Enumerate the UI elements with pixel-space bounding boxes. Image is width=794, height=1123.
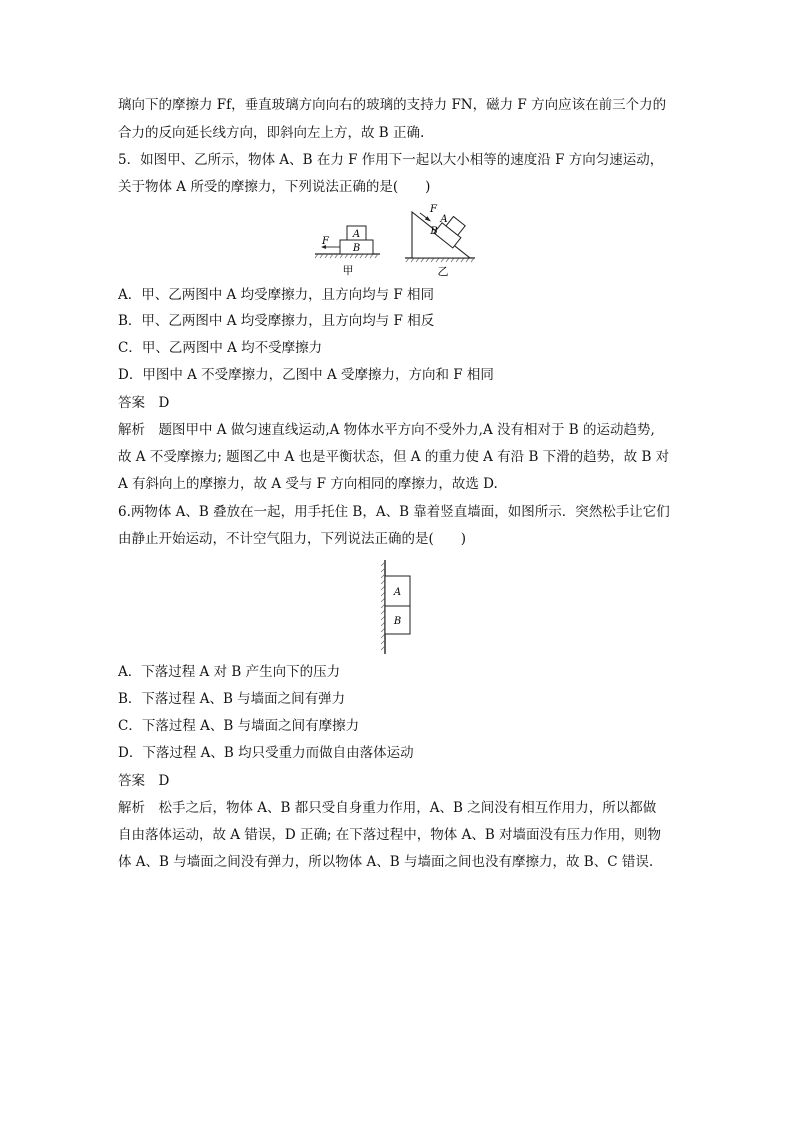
- q6-option-d: D．下落过程 A、B 均只受重力而做自由落体运动: [118, 745, 414, 761]
- yi-caption: 乙: [437, 265, 449, 278]
- figure-yi: [405, 204, 475, 278]
- q6-label-b: B: [393, 616, 402, 627]
- q5-analysis-line-1: 解析 题图甲中 A 做匀速直线运动,A 物体水平方向不受外力,A 没有相对于 B 的运动趋势,: [118, 422, 655, 438]
- q6-answer: 答案 D: [118, 773, 170, 789]
- q4-explanation-line-2: 合力的反向延长线方向，即斜向左上方，故 B 正确.: [118, 125, 425, 141]
- q5-analysis-line-2: 故 A 不受摩擦力; 题图乙中 A 也是平衡状态，但 A 的重力使 A 有沿 B 下滑的趋势，故 B 对: [118, 449, 670, 465]
- yi-label-b: B: [430, 226, 438, 237]
- q6-option-b: B．下落过程 A、B 与墙面之间有弹力: [118, 691, 346, 707]
- jia-label-f: F: [322, 236, 329, 247]
- q5-option-a: A．甲、乙两图中 A 均受摩擦力，且方向均与 F 相同: [118, 287, 435, 303]
- q6-option-c: C．下落过程 A、B 与墙面之间有摩擦力: [118, 718, 360, 734]
- q5-stem-line-1: 5．如图甲、乙所示，物体 A、B 在力 F 作用下一起以大小相等的速度沿 F 方向匀速运动，: [118, 152, 664, 168]
- q6-label-a: A: [393, 587, 402, 598]
- q6-stem-line-2: 由静止开始运动，不计空气阻力，下列说法正确的是( ): [118, 531, 467, 547]
- jia-label-a: A: [352, 229, 361, 240]
- figure-jia: [315, 226, 380, 277]
- q5-option-b: B．甲、乙两图中 A 均受摩擦力，且方向均与 F 相反: [118, 313, 435, 329]
- q6-analysis-line-3: 体 A、B 与墙面之间没有弹力，所以物体 A、B 与墙面之间也没有摩擦力，故 B、C 错误.: [118, 854, 654, 870]
- jia-caption: 甲: [342, 264, 354, 277]
- jia-ground-hatch: [315, 254, 378, 258]
- q6-stem-line-1: 6.两物体 A、B 叠放在一起，用手托住 B，A、B 靠着竖直墙面，如图所示．突然松手让它们: [118, 504, 670, 520]
- q6-option-a: A．下落过程 A 对 B 产生向下的压力: [118, 664, 341, 680]
- q5-figure-svg: [310, 200, 480, 280]
- q5-answer: 答案 D: [118, 395, 170, 411]
- q6-analysis-line-2: 自由落体运动，故 A 错误，D 正确; 在下落过程中，物体 A、B 对墙面没有压力作用，则物: [118, 827, 662, 843]
- q5-option-d: D．甲图中 A 不受摩擦力，乙图中 A 受摩擦力，方向和 F 相同: [118, 367, 494, 383]
- q5-analysis-line-3: A 有斜向上的摩擦力，故 A 受与 F 方向相同的摩擦力，故选 D.: [118, 476, 498, 492]
- yi-label-a: A: [440, 214, 448, 225]
- q6-analysis-line-1: 解析 松手之后，物体 A、B 都只受自身重力作用，A、B 之间没有相互作用力，所以都做: [118, 800, 657, 816]
- yi-ground-hatch: [406, 258, 474, 262]
- yi-label-f: F: [430, 204, 437, 215]
- q5-option-c: C．甲、乙两图中 A 均不受摩擦力: [118, 340, 323, 356]
- q6-figure-svg: [370, 558, 420, 658]
- q5-stem-line-2: 关于物体 A 所受的摩擦力，下列说法正确的是( ): [118, 179, 431, 195]
- q6-figure: [370, 558, 420, 658]
- q5-figure: [310, 200, 480, 280]
- jia-label-b: B: [352, 243, 361, 254]
- q4-explanation-line-1: 璃向下的摩擦力 Ff，垂直玻璃方向向右的玻璃的支持力 FN，磁力 F 方向应该在前三个力的: [118, 97, 667, 113]
